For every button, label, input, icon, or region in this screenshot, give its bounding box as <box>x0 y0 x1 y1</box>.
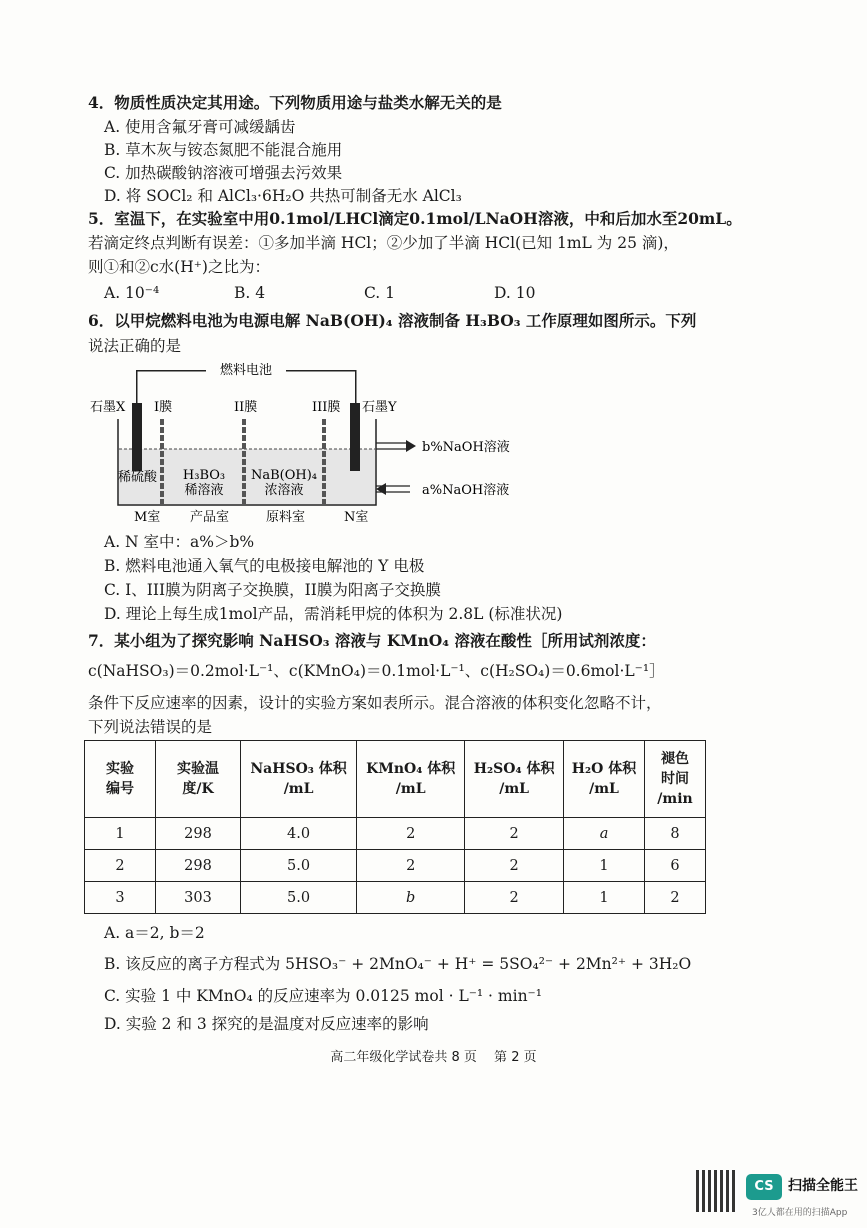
cell: 298 <box>156 850 241 882</box>
q4-option-d: D. 将 SOCl₂ 和 AlCl₃·6H₂O 共热可制备无水 AlCl₃ <box>104 187 462 205</box>
raw-content-formula: NaB(OH)₄ <box>250 468 318 483</box>
cell: 2 <box>465 882 564 914</box>
cell: 4.0 <box>241 818 357 850</box>
battery-wire-right <box>355 370 357 404</box>
cell: 1 <box>564 882 645 914</box>
table-row <box>85 818 706 850</box>
graphite-y-electrode <box>350 403 360 471</box>
membrane-1-label: I膜 <box>154 400 173 415</box>
question-5-stem: 5．室温下，在实验室中用0.1mol/LHCl滴定0.1mol/LNaOH溶液，中和后加水至20mL。 <box>88 209 742 228</box>
watermark-name: 扫描全能王 <box>788 1178 858 1194</box>
page-footer: 高二年级化学试卷共 8 页 第 2 页 <box>330 1050 537 1065</box>
header-fade-time: 褪色 时间 /min <box>645 741 706 818</box>
header-h2so4: H₂SO₄ 体积 /mL <box>465 741 564 818</box>
q5-choice-b: B. 4 <box>234 284 266 302</box>
cell: 1 <box>85 818 156 850</box>
question-4-stem: 4．物质性质决定其用途。下列物质用途与盐类水解无关的是 <box>88 93 502 112</box>
q5-choice-d: D. 10 <box>494 284 536 302</box>
question-7-line4: 下列说法错误的是 <box>88 718 213 736</box>
raw-content-text: 浓溶液 <box>264 483 304 498</box>
cell: 2 <box>465 850 564 882</box>
cell: 2 <box>357 850 465 882</box>
q6-option-d: D. 理论上每生成1mol产品，需消耗甲烷的体积为 2.8L (标准状况) <box>104 605 563 623</box>
electrode-y-label: 石墨Y <box>362 400 397 415</box>
battery-label: 燃料电池 <box>219 363 273 378</box>
graphite-x-electrode <box>132 403 142 471</box>
cell: 6 <box>645 850 706 882</box>
header-nahso3: NaHSO₃ 体积 /mL <box>241 741 357 818</box>
table-row <box>85 850 706 882</box>
cell: 5.0 <box>241 850 357 882</box>
cell: 3 <box>85 882 156 914</box>
q5-choices <box>104 282 624 304</box>
cell: 2 <box>645 882 706 914</box>
room-m-label: M室 <box>134 510 161 525</box>
experiment-table <box>84 740 706 914</box>
q7-option-d: D. 实验 2 和 3 探究的是温度对反应速率的影响 <box>104 1015 429 1033</box>
membrane-3-label: III膜 <box>312 400 341 415</box>
q6-option-c: C. I、III膜为阴离子交换膜，II膜为阳离子交换膜 <box>104 581 441 599</box>
table-header-row <box>85 741 706 818</box>
membrane-2-label: II膜 <box>234 400 258 415</box>
product-content-formula: H₃BO₃ <box>182 468 226 483</box>
cell: 5.0 <box>241 882 357 914</box>
q4-option-b: B. 草木灰与铵态氮肥不能混合施用 <box>104 141 343 159</box>
q7-option-a: A. a＝2, b＝2 <box>104 924 205 942</box>
header-kmno4: KMnO₄ 体积 /mL <box>357 741 465 818</box>
q6-option-a: A. N 室中：a%＞b% <box>104 533 255 551</box>
room-raw-label: 原料室 <box>266 510 306 525</box>
solution-fill <box>119 449 375 504</box>
q6-option-b: B. 燃料电池通入氧气的电极接电解池的 Y 电极 <box>104 557 425 575</box>
room-product-label: 产品室 <box>190 510 230 525</box>
m-room-content: 稀硫酸 <box>118 470 158 485</box>
cell: 303 <box>156 882 241 914</box>
cell: 2 <box>85 850 156 882</box>
question-7-line3: 条件下反应速率的因素，设计的实验方案如表所示。混合溶液的体积变化忽略不计， <box>88 694 662 712</box>
inflow-label: a%NaOH溶液 <box>422 483 510 498</box>
table-row <box>85 882 706 914</box>
cell: 2 <box>357 818 465 850</box>
watermark-subtitle: 3亿人都在用的扫描App <box>752 1208 848 1218</box>
q4-option-c: C. 加热碳酸钠溶液可增强去污效果 <box>104 164 343 182</box>
battery-wire-left <box>136 370 138 404</box>
outflow-arrow <box>406 440 416 452</box>
cell: a <box>564 818 645 850</box>
product-content-text: 稀溶液 <box>184 483 224 498</box>
q4-option-a: A. 使用含氟牙膏可减缓龋齿 <box>104 118 296 136</box>
cell: 8 <box>645 818 706 850</box>
camscanner-logo-icon: CS <box>746 1174 782 1200</box>
header-temperature: 实验温 度/K <box>156 741 241 818</box>
qr-code-icon <box>696 1170 738 1212</box>
outflow-label: b%NaOH溶液 <box>422 440 510 455</box>
question-5-line2: 若滴定终点判断有误差：①多加半滴 HCl；②少加了半滴 HCl(已知 1mL 为 25 滴)， <box>88 234 679 252</box>
inflow-arrow <box>376 483 386 495</box>
cell: 1 <box>564 850 645 882</box>
header-exp-no: 实验 编号 <box>85 741 156 818</box>
electrolysis-diagram <box>88 357 548 527</box>
question-7-stem: 7．某小组为了探究影响 NaHSO₃ 溶液与 KMnO₄ 溶液在酸性［所用试剂浓度： <box>88 631 656 650</box>
room-n-label: N室 <box>344 510 369 525</box>
header-h2o: H₂O 体积 /mL <box>564 741 645 818</box>
question-5-line3: 则①和②c水(H⁺)之比为： <box>88 258 270 276</box>
question-6-stem: 6．以甲烷燃料电池为电源电解 NaB(OH)₄ 溶液制备 H₃BO₃ 工作原理如图所示。下列 <box>88 311 697 330</box>
cell: 298 <box>156 818 241 850</box>
q7-option-c: C. 实验 1 中 KMnO₄ 的反应速率为 0.0125 mol · L⁻¹ · min⁻¹ <box>104 987 542 1005</box>
electrode-x-label: 石墨X <box>90 400 126 415</box>
q7-option-b: B. 该反应的离子方程式为 5HSO₃⁻ + 2MnO₄⁻ + H⁺ = 5SO₄²⁻ + 2Mn²⁺ + 3H₂O <box>104 955 692 973</box>
q5-choice-c: C. 1 <box>364 284 396 302</box>
cell: 2 <box>465 818 564 850</box>
q5-choice-a: A. 10⁻⁴ <box>104 284 160 302</box>
question-7-line2: c(NaHSO₃)＝0.2mol·L⁻¹、c(KMnO₄)＝0.1mol·L⁻¹、c(H₂SO₄)＝0.6mol·L⁻¹］ <box>88 662 665 680</box>
cell: b <box>357 882 465 914</box>
question-6-line2: 说法正确的是 <box>88 337 182 355</box>
